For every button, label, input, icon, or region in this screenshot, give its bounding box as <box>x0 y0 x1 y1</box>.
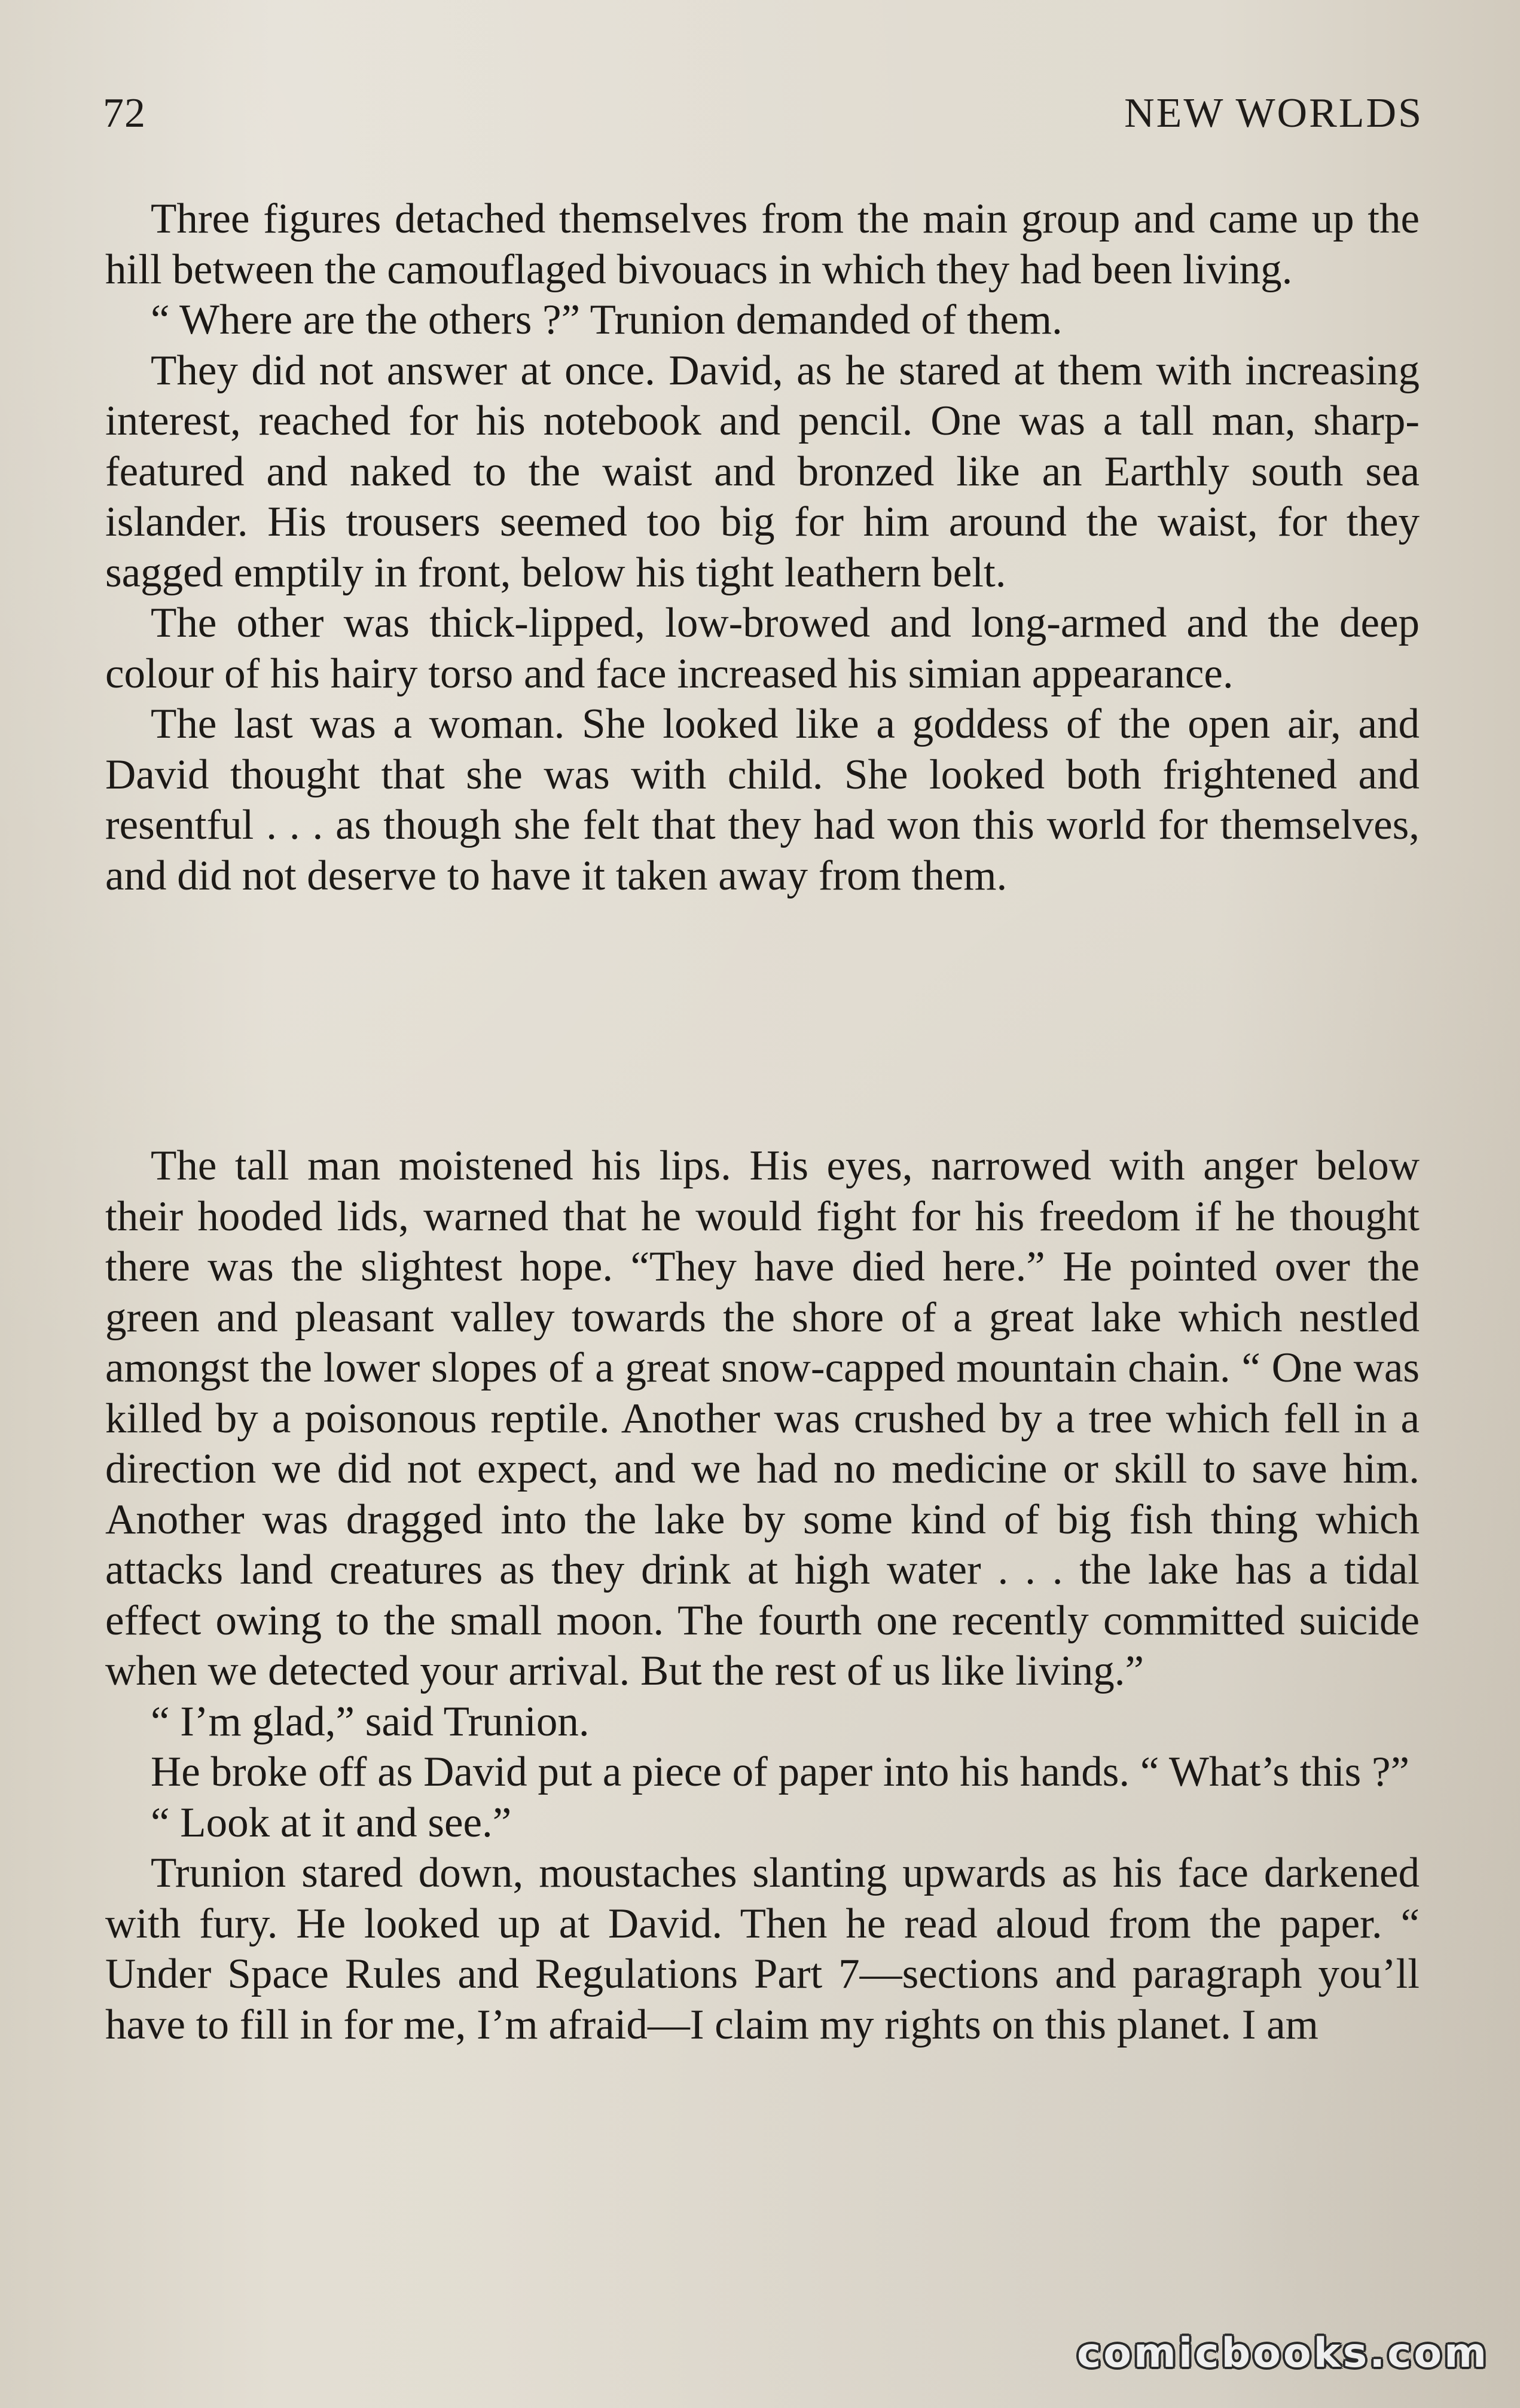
paragraph: The tall man moistened his lips. His eyes, narrowed with anger below their hooded lids, warned that he would fight for his freedom if he thought there was the slightest hope. “They have died here.” He pointed over the green and pleasant valley towards the shore of a great lake which nestled amongst the lower slopes of a great snow-capped mountain chain. “ One was killed by a poisonous reptile. Another was crushed by a tree which fell in a direction we did not expect, and we had no medicine or skill to save him. Another was dragged into the lake by some kind of big fish thing which attacks land creatures as they drink at high water . . . the lake has a tidal effect owing to the small moon. The fourth one recently committed suicide when we detected your arrival. But the rest of us like living.” <box>105 1142 1420 1694</box>
paragraph: “ Look at it and see.” <box>151 1799 512 1846</box>
paragraph: “ Where are the others ?” Trunion demanded of them. <box>151 297 1063 343</box>
watermark: comicbooks.com <box>1076 2330 1489 2377</box>
paragraph: They did not answer at once. David, as he stared at them with increasing interest, reached for his notebook and pencil. One was a tall man, sharp-featured and naked to the waist and bronzed like an Earthly south sea islander. His trousers seemed too big for him around the waist, for they sagged emptily in front, below his tight leathern belt. <box>105 347 1420 596</box>
running-title: NEW WORLDS <box>1124 90 1423 136</box>
paragraph: “ I’m glad,” said Trunion. <box>151 1698 590 1745</box>
text-block-two <box>105 1141 1420 2050</box>
running-head <box>103 90 1423 149</box>
text-block-one <box>105 194 1420 901</box>
page-number: 72 <box>103 90 146 136</box>
paragraph: The last was a woman. She looked like a goddess of the open air, and David thought that she was with child. She looked both frightened and resentful . . . as though she felt that they had won this world for themselves, and did not deserve to have it taken away from them. <box>105 701 1420 899</box>
paragraph: Trunion stared down, moustaches slanting upwards as his face darkened with fury. He looked up at David. Then he read aloud from the paper. “ Under Space Rules and Regulations Part 7—sections and paragraph you’ll have to fill in for me, I’m afraid—I claim my rights on this planet. I am <box>105 1850 1420 2048</box>
paragraph: He broke off as David put a piece of paper into his hands. “ What’s this ?” <box>151 1749 1410 1795</box>
paragraph: The other was thick-lipped, low-browed and long-armed and the deep colour of his hairy torso and face increased his simian appearance. <box>105 600 1420 697</box>
paragraph: Three figures detached themselves from the main group and came up the hill between the camouflaged bivouacs in which they had been living. <box>105 195 1420 293</box>
